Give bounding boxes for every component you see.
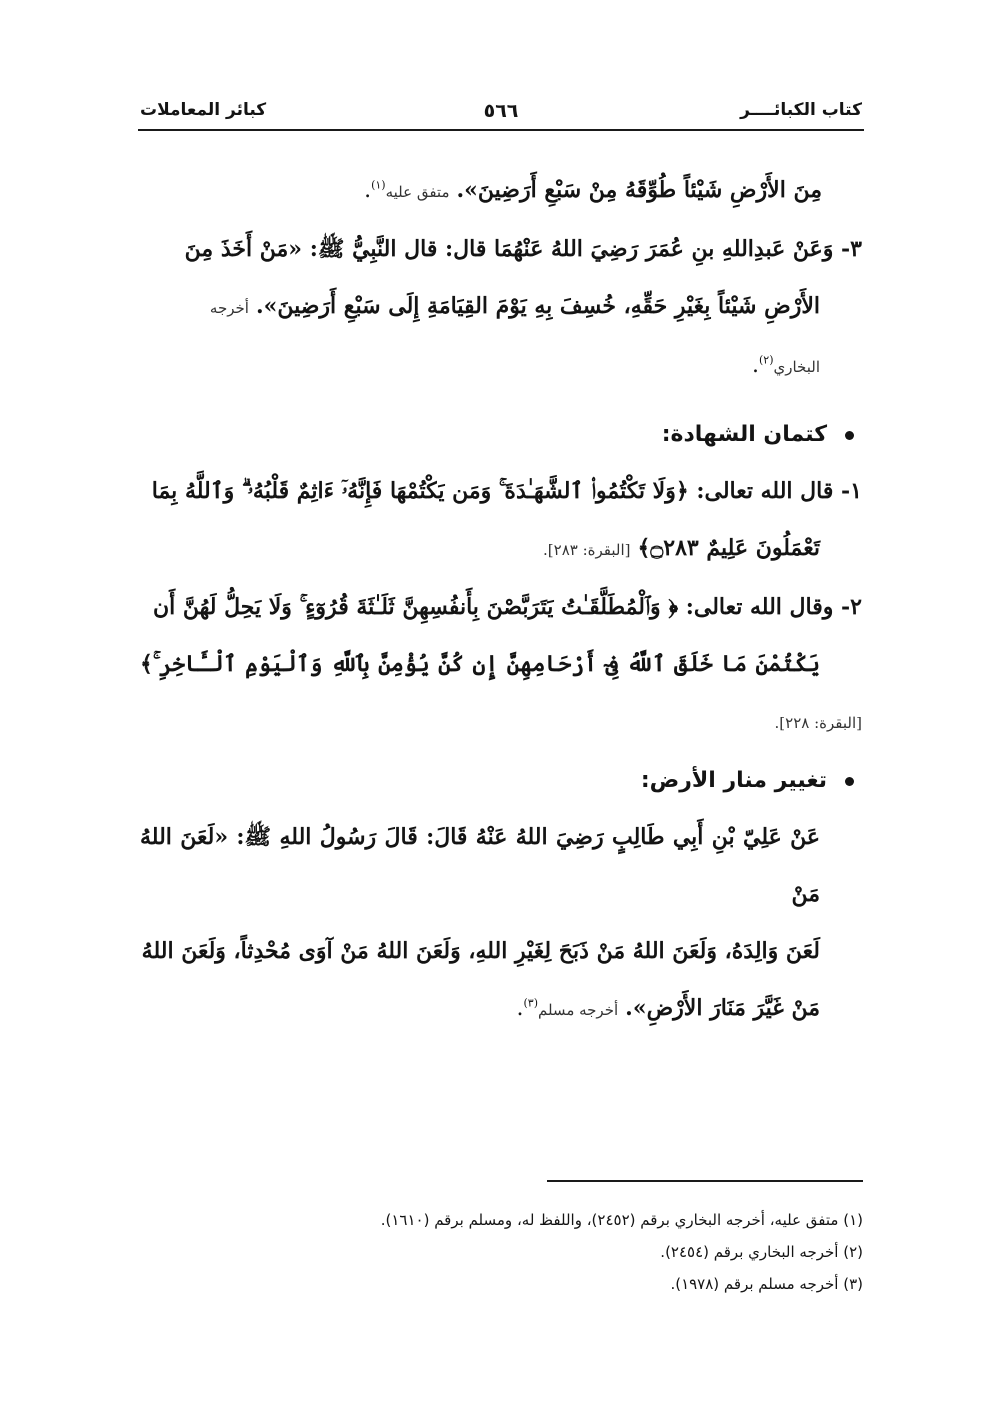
hadith-source: متفق عليه <box>385 183 450 201</box>
heading-concealing-testimony: كتمان الشهادة: <box>140 406 862 463</box>
verse-1 <box>140 463 862 579</box>
hadith-ali-line-2: لَعَنَ وَالِدَهُ، وَلَعَنَ اللهُ مَنْ ذَبَحَ لِغَيْرِ اللهِ، وَلَعَنَ اللهُ مَنْ آوَى مُحْدِثاً، وَلَعَنَ اللهُ <box>141 938 820 964</box>
bullet-icon <box>845 777 854 786</box>
footnotes <box>141 1204 863 1300</box>
footnote-ref-2[interactable]: (٢) <box>758 353 774 367</box>
header-divider <box>138 129 864 131</box>
page-number: ٥٦٦ <box>483 100 519 122</box>
section-title: كبائر المعاملات <box>140 100 267 120</box>
hadith-ali-source: أخرجه مسلم <box>537 1001 619 1019</box>
footnote-ref-3[interactable]: (٣) <box>523 996 538 1010</box>
hadith-3-line-1: ٣- وَعَنْ عَبدِاللهِ بنِ عُمَرَ رَضِيَ اللهُ عَنْهُمَا قال: قال النَّبِيُّ ﷺ: «مَنْ أَخَذَ مِنَ <box>184 236 862 262</box>
verse-2 <box>140 579 862 752</box>
verse-2-line-2: يَكْتُمْنَ مَا خَلَقَ ٱللَّهُ فِىٓ أَرْحَامِهِنَّ إِن كُنَّ يُؤْمِنَّ بِٱللَّهِ وَٱلْيَوْمِ ٱلْـَٔاخِرِ ۚ﴾ <box>140 651 820 677</box>
hadith-3: ٣- وَعَنْ عَبدِاللهِ بنِ عُمَرَ رَضِيَ اللهُ عَنْهُمَا قال: قال النَّبِيُّ ﷺ: «مَنْ أَخَذَ مِنَ الأَرْضِ شَيْئاً بِغَيْرِ حَقِّهِ، خُسِفَ بِهِ يَوْمَ القِيَامَةِ إِلَى سَبْعِ أَرَضِينَ». أخرجه البخاري$^{(٢)}$. <box>184 236 862 378</box>
footnote-divider <box>547 1180 863 1182</box>
hadith-3-line-2: الأَرْضِ شَيْئاً بِغَيْرِ حَقِّهِ، خُسِفَ بِهِ يَوْمَ القِيَامَةِ إِلَى سَبْعِ أَرَضِينَ». <box>255 293 820 319</box>
main-text <box>140 162 862 1039</box>
verse-1-citation: [البقرة: ٢٨٣]. <box>543 541 631 559</box>
footnote-ref-1[interactable]: (١) <box>371 178 386 192</box>
hadith-3-source-b: البخاري <box>773 358 820 376</box>
heading-changing-landmarks: تغيير منار الأرض: <box>140 752 862 809</box>
verse-2-citation: [البقرة: ٢٢٨]. <box>774 714 862 732</box>
verse-2-line-1: ٢- وقال الله تعالى: ﴿ وَٱلْمُطَلَّقَـٰتُ يَتَرَبَّصْنَ بِأَنفُسِهِنَّ ثَلَـٰثَةَ قُرُوٓءٍ ۚ وَلَا يَحِلُّ لَهُنَّ أَن <box>152 594 862 620</box>
hadith-continuation: مِنَ الأَرْضِ شَيْئاً طُوِّقَهُ مِنْ سَبْعِ أَرَضِينَ». متفق عليه$^{(١)}$. <box>364 177 822 203</box>
hadith-ali: عَنْ عَلِيّ بْنِ أَبِي طَالِبٍ رَضِيَ اللهُ عَنْهُ قَالَ: قَالَ رَسُولُ اللهِ ﷺ: «لَعَنَ اللهُ مَنْ لَعَنَ وَالِدَهُ، وَلَعَنَ اللهُ مَنْ ذَبَحَ لِغَيْرِ اللهِ، وَلَعَنَ اللهُ مَنْ آوَى مُحْدِثاً، وَلَعَنَ اللهُ مَنْ غَيَّرَ مَنَارَ الأَرْضِ». أخرجه مسلم$^{(٣)}$. <box>140 824 820 1021</box>
book-title: كتاب الكبائــــر <box>740 100 862 120</box>
verse-1-line-2: تَعْمَلُونَ عَلِيمٌ ۝٢٨٣﴾ <box>637 535 820 561</box>
hadith-3-source-a: أخرجه <box>209 299 249 317</box>
hadith-ali-line-3: مَنْ غَيَّرَ مَنَارَ الأَرْضِ». <box>625 995 820 1021</box>
page-header <box>140 98 862 128</box>
footnote-2: (٢) أخرجه البخاري برقم (٢٤٥٤). <box>660 1243 863 1261</box>
hadith-text: مِنَ الأَرْضِ شَيْئاً طُوِّقَهُ مِنْ سَبْعِ أَرَضِينَ». <box>456 177 822 203</box>
footnote-1: (١) متفق عليه، أخرجه البخاري برقم (٢٤٥٢)، واللفظ له، ومسلم برقم (١٦١٠). <box>380 1211 863 1229</box>
bullet-icon <box>845 431 854 440</box>
verse-1-line-1: ١- قال الله تعالى: ﴿وَلَا تَكْتُمُوا۟ ٱلشَّهَـٰدَةَ ۚ وَمَن يَكْتُمْهَا فَإِنَّهُۥٓ ءَاثِمٌ قَلْبُهُۥ ۗ وَٱللَّهُ بِمَا <box>151 478 862 504</box>
hadith-ali-line-1: عَنْ عَلِيّ بْنِ أَبِي طَالِبٍ رَضِيَ اللهُ عَنْهُ قَالَ: قَالَ رَسُولُ اللهِ ﷺ: «لَعَنَ اللهُ مَنْ <box>140 824 820 907</box>
footnote-3: (٣) أخرجه مسلم برقم (١٩٧٨). <box>670 1275 863 1293</box>
